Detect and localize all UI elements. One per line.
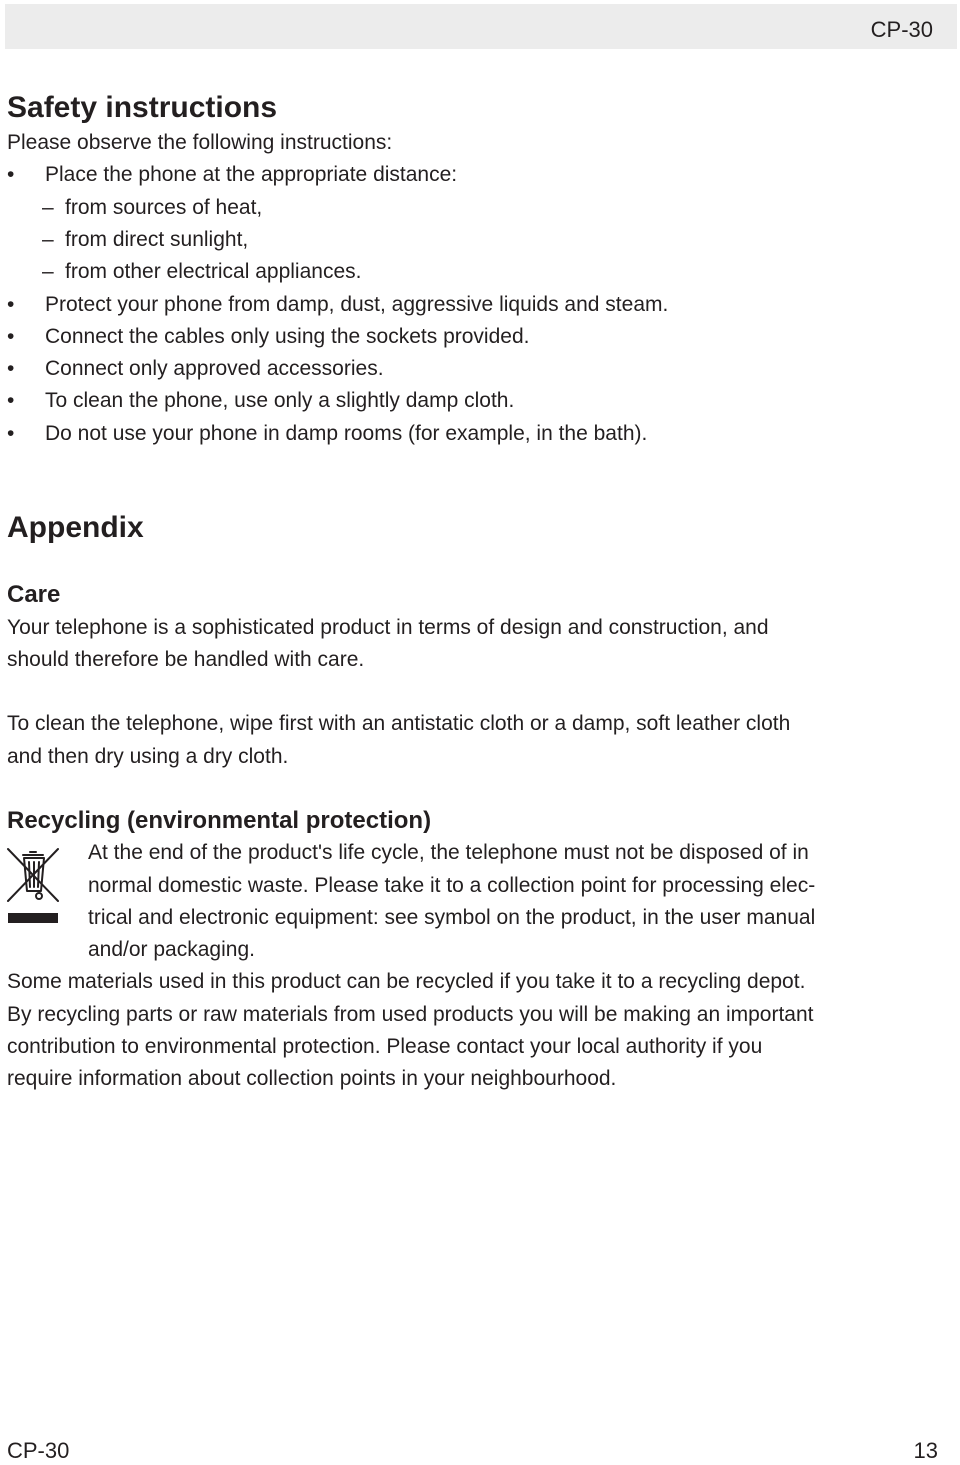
bullet-mark: • xyxy=(7,293,15,316)
safety-item-cables: Connect the cables only using the sockets provided. xyxy=(45,325,530,348)
bullet-mark: • xyxy=(7,422,15,445)
safety-item-damp: Protect your phone from damp, dust, aggressive liquids and steam. xyxy=(45,293,669,316)
safety-sub-appliances: from other electrical appliances. xyxy=(65,260,362,283)
dash-mark: – xyxy=(42,260,54,283)
dash-mark: – xyxy=(42,196,54,219)
crossed-out-wheelie-bin-icon xyxy=(5,843,61,927)
bullet-mark: • xyxy=(7,389,15,412)
recycling-paragraph-line-3: contribution to environmental protection. Please contact your local authority if you xyxy=(7,1035,763,1058)
recycling-paragraph-line-4: require information about collection points in your neighbourhood. xyxy=(7,1067,617,1090)
weee-text-line-4: and/or packaging. xyxy=(88,938,255,961)
safety-sub-sunlight: from direct sunlight, xyxy=(65,228,249,251)
care-paragraph-2-line-2: and then dry using a dry cloth. xyxy=(7,745,289,768)
header-model-name: CP-30 xyxy=(870,17,933,42)
recycling-paragraph-line-1: Some materials used in this product can be recycled if you take it to a recycling depot. xyxy=(7,970,806,993)
weee-text-line-3: trical and electronic equipment: see symbol on the product, in the user manual xyxy=(88,906,816,929)
bullet-mark: • xyxy=(7,163,15,186)
recycling-paragraph-line-2: By recycling parts or raw materials from used products you will be making an important xyxy=(7,1003,814,1026)
footer-page-number: 13 xyxy=(913,1438,938,1463)
safety-sub-heat: from sources of heat, xyxy=(65,196,263,219)
care-paragraph-1-line-2: should therefore be handled with care. xyxy=(7,648,365,671)
page-header xyxy=(5,4,957,49)
weee-text-line-2: normal domestic waste. Please take it to a collection point for processing elec- xyxy=(88,874,816,897)
safety-item-clean: To clean the phone, use only a slightly damp cloth. xyxy=(45,389,515,412)
care-paragraph-1-line-1: Your telephone is a sophisticated product in terms of design and construction, and xyxy=(7,616,769,639)
safety-intro: Please observe the following instructions: xyxy=(7,131,393,154)
weee-text-line-1: At the end of the product's life cycle, the telephone must not be disposed of in xyxy=(88,841,809,864)
bullet-mark: • xyxy=(7,325,15,348)
safety-item-rooms: Do not use your phone in damp rooms (for example, in the bath). xyxy=(45,422,648,445)
care-title: Care xyxy=(7,581,61,608)
appendix-title: Appendix xyxy=(7,511,144,544)
care-paragraph-2-line-1: To clean the telephone, wipe first with an antistatic cloth or a damp, soft leather cloth xyxy=(7,712,791,735)
footer-model-name: CP-30 xyxy=(7,1438,70,1463)
recycling-title: Recycling (environmental protection) xyxy=(7,807,432,834)
bullet-mark: • xyxy=(7,357,15,380)
dash-mark: – xyxy=(42,228,54,251)
safety-title: Safety instructions xyxy=(7,91,278,124)
safety-item-distance: Place the phone at the appropriate distance: xyxy=(45,163,458,186)
safety-item-accessories: Connect only approved accessories. xyxy=(45,357,384,380)
